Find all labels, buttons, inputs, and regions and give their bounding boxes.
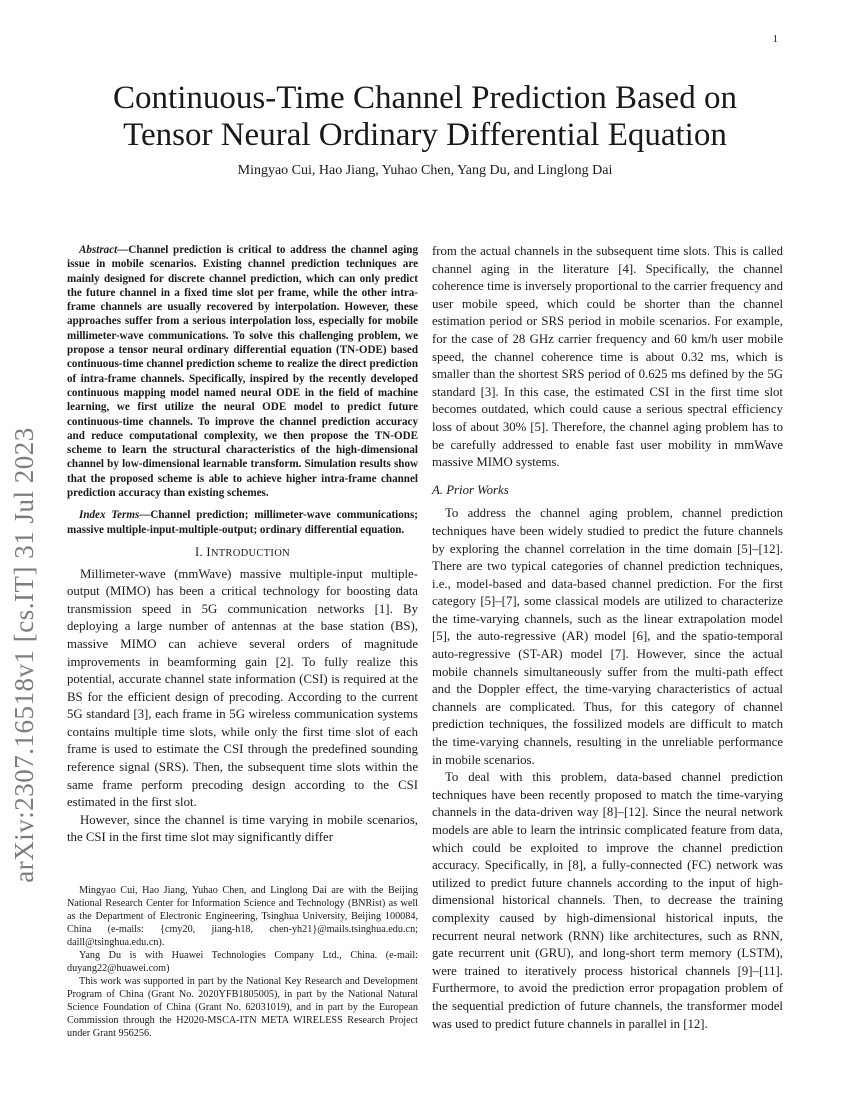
footnote-affiliation: Mingyao Cui, Hao Jiang, Yuhao Chen, and Linglong Dai are with the Beijing National Research Center for Information Science and Technology (BNRist) as well as the Department of Electronic Engineering, Tsinghua University, Beijing 100084, China (e-mails: {cmy20, jiang-h18, chen-yh21}@mails.tsinghua.edu.cn; daill@tsinghua.edu.cn). xyxy=(67,885,418,948)
arxiv-identifier: arXiv:2307.16518v1 [cs.IT] 31 Jul 2023 xyxy=(9,427,39,883)
abstract-text: —Channel prediction is critical to address the channel aging issue in mobile scenarios. Existing channel prediction techniques are mainly designed for discrete channel prediction, which can only predict the future channel in a fixed time slot per frame, while the other intra-frame channels are usually recovered by interpolation. However, these approaches suffer from a serious interpolation loss, especially for mobile millimeter-wave communications. To solve this challenging problem, we propose a tensor neural ordinary differential equation (TN-ODE) based continuous-time channel prediction scheme to realize the direct prediction of intra-frame channels. Specifically, inspired by the recently developed continuous mapping model named neural ODE in the field of machine learning, we first utilize the neural ODE model to predict future continuous-time channels. To improve the channel prediction accuracy and reduce computational complexity, we then propose the TN-ODE scheme to learn the structural characteristics of the high-dimensional channel by low-dimensional learnable transform. Simulation results show that the proposed scheme is able to achieve higher intra-frame channel prediction accuracy than existing schemes. xyxy=(67,244,418,500)
abstract-lead: Abstract xyxy=(79,244,118,256)
intro-continuation: from the actual channels in the subsequent time slots. This is called channel aging in the literature [4]. Specifically, the channel coherence time is inversely proportional to the carrier frequency and user mobile speed, which could be shorter than the channel estimation period or SRS period in mobile scenarios. For example, for the case of 28 GHz carrier frequency and 60 km/h user mobile speed, the channel coherence time is about 0.32 ms, which is smaller than the shortest SRS period of 0.625 ms defined by the 5G standard [3]. In this case, the estimated CSI in the first time slot becomes outdated, which could cause a serious spectral efficiency loss of about 30% [5]. Therefore, the channel aging problem has to be carefully addressed to enable fast user mobility in mmWave massive MIMO systems. xyxy=(432,244,783,470)
intro-paragraph: However, since the channel is time varying in mobile scenarios, the CSI in the first time slot may significantly differ xyxy=(67,812,418,845)
footnote-funding: This work was supported in part by the National Key Research and Development Program of China (Grant No. 2020YFB1805005), in part by the National Natural Science Foundation of China (Grant No. 62031019), and in part by the European Commission through the H2020-MSCA-ITN META WIRELESS Research Project under Grant 956256. xyxy=(67,976,418,1039)
paper-title: Continuous-Time Channel Prediction Based on Tensor Neural Ordinary Differential Equation xyxy=(113,80,737,153)
abstract xyxy=(67,243,418,500)
left-column xyxy=(67,243,418,847)
page-number: 1 xyxy=(772,33,778,45)
subsection-heading-prior-works: A. Prior Works xyxy=(432,482,509,497)
footnote-affiliation: Yang Du is with Huawei Technologies Company Ltd., China. (e-mail: duyang22@huawei.com) xyxy=(67,950,418,974)
footnotes xyxy=(67,884,418,1040)
section-heading-introduction xyxy=(67,544,418,563)
index-terms-lead: Index Terms xyxy=(79,509,140,522)
prior-works-paragraph: To deal with this problem, data-based channel prediction techniques have been recently proposed to match the time-varying channels in the data-driven way [8]–[12]. Since the neural network models are able to learn the intrinsic complicated feature from data, which could be exploited to improve the channel prediction accuracy. Specifically, in [8], a fully-connected (FC) network was utilized to predict future channels according to the input of high-dimensional historical channels. Then, to decrease the training complexity caused by high-dimensional historical inputs, the recurrent neural network (RNN) like architectures, such as RNN, gate recurrent unit (GRU), and long-short term memory (LSTM), were trained to iteratively process historical channels [9]–[11]. Furthermore, to avoid the prediction error propagation problem of the sequential prediction of future channels, the transformer model was used to predict future channels in parallel in [12]. xyxy=(432,770,783,1031)
right-column xyxy=(432,243,783,1033)
section-title-rest: NTRODUCTION xyxy=(210,547,290,559)
index-terms xyxy=(67,508,418,537)
author-list: Mingyao Cui, Hao Jiang, Yuhao Chen, Yang Du, and Linglong Dai xyxy=(237,163,613,178)
index-terms-text: —Channel prediction; millimeter-wave communications; massive multiple-input-multiple-output; ordinary differential equation. xyxy=(67,509,418,536)
section-number: I. xyxy=(195,544,207,559)
prior-works-paragraph: To address the channel aging problem, channel prediction techniques have been widely studied to predict the future channels by exploring the channel correlation in the time domain [5]–[12]. There are two typical categories of channel prediction techniques, i.e., model-based and data-based channel prediction. For the first category [5]–[7], some classical models are utilized to characterize the time-varying channels, such as the linear extrapolation model [5], the auto-regressive (AR) model [6], and the spatio-temporal auto-regressive (ST-AR) model [7]. However, since the actual mobile channels simultaneously suffer from the multi-path effect and the Doppler effect, the time-varying characteristics of actual channels are complicated. Thus, for this category of channel prediction techniques, the fossilized models are difficult to match the time-varying channels, resulting in the unreliable performance in mobile scenarios. xyxy=(432,506,783,767)
section-initial: I xyxy=(206,544,211,559)
intro-paragraph: Millimeter-wave (mmWave) massive multiple-input multiple-output (MIMO) has been a critical technology for boosting data transmission speed in 5G communication networks [1]. By deploying a large number of antennas at the base station (BS), massive MIMO can achieve several orders of magnitude improvements in beamforming gain [2]. To fully realize this potential, accurate channel state information (CSI) is required at the BS for the efficient design of precoding. According to the current 5G standard [3], each frame in 5G wireless communication systems contains multiple time slots, while only the first time slot of each frame is used to estimate the CSI through the predefined sounding reference signal (SRS). Then, the subsequent time slots within the same frame perform precoding design according to the CSI estimated in the first slot. xyxy=(67,566,418,810)
